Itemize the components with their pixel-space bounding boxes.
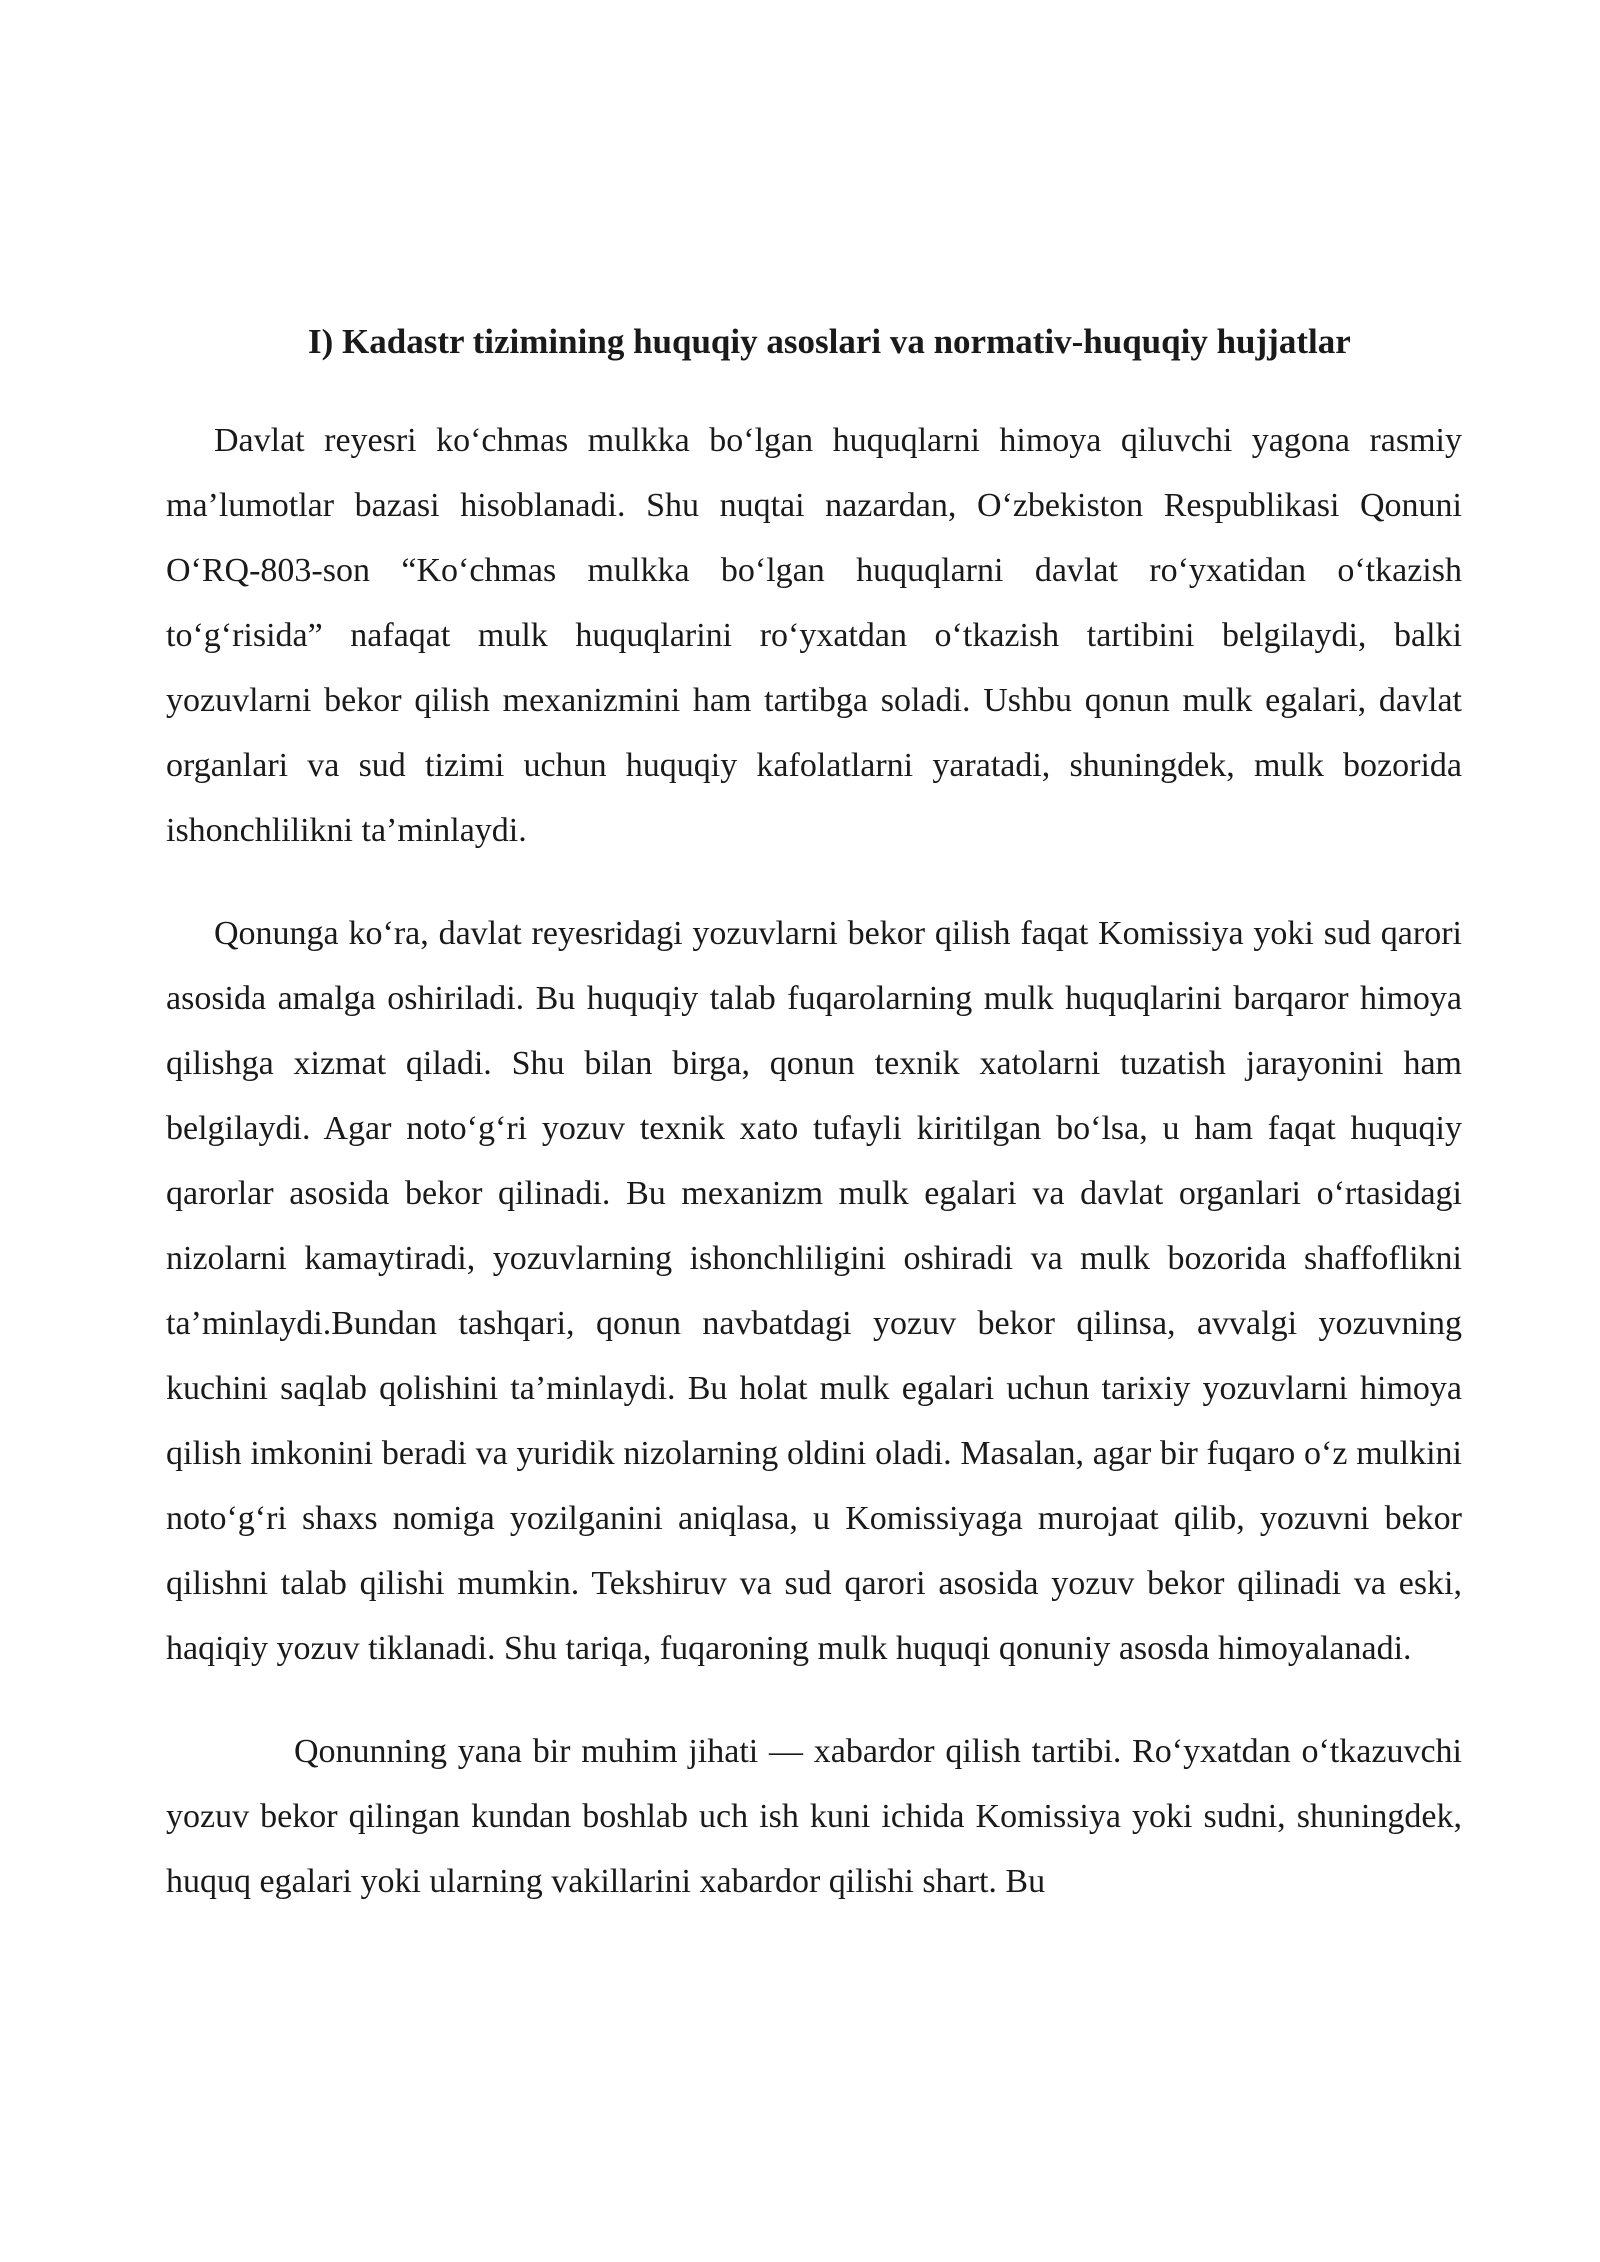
paragraph-1: Davlat reyesri ko‘chmas mulkka bo‘lgan huquqlarni himoya qiluvchi yagona rasmiy ma’lumotlar bazasi hisoblanadi. Shu nuqtai nazardan, O‘zbekiston Respublikasi Qonuni O‘RQ-803-son “Ko‘chmas mulkka bo‘lgan huquqlarni davlat ro‘yxatidan o‘tkazish to‘g‘risida” nafaqat mulk huquqlarini ro‘yxatdan o‘tkazish tartibini belgilaydi, balki yozuvlarni bekor qilish mexanizmini ham tartibga soladi. Ushbu qonun mulk egalari, davlat organlari va sud tizimi uchun huquqiy kafolatlarni yaratadi, shuningdek, mulk bozorida ishonchlilikni ta’minlaydi.	[166, 422, 1462, 849]
paragraph-3: Qonunning yana bir muhim jihati — xabardor qilish tartibi. Ro‘yxatdan o‘tkazuvchi yozuv bekor qilingan kundan boshlab uch ish kuni ichida Komissiya yoki sudni, shuningdek, huquq egalari yoki ularning vakillarini xabardor qilishi shart. Bu	[166, 1733, 1462, 1900]
document-body	[166, 318, 1462, 1914]
section-heading: I) Kadastr tizimining huquqiy asoslari va normativ-huquqiy hujjatlar	[308, 322, 1351, 361]
paragraph-2: Qonunga ko‘ra, davlat reyesridagi yozuvlarni bekor qilish faqat Komissiya yoki sud qarori asosida amalga oshiriladi. Bu huquqiy talab fuqarolarning mulk huquqlarini barqaror himoya qilishga xizmat qiladi. Shu bilan birga, qonun texnik xatolarni tuzatish jarayonini ham belgilaydi. Agar noto‘g‘ri yozuv texnik xato tufayli kiritilgan bo‘lsa, u ham faqat huquqiy qarorlar asosida bekor qilinadi. Bu mexanizm mulk egalari va davlat organlari o‘rtasidagi nizolarni kamaytiradi, yozuvlarning ishonchliligini oshiradi va mulk bozorida shaffoflikni ta’minlaydi.Bundan tashqari, qonun navbatdagi yozuv bekor qilinsa, avvalgi yozuvning kuchini saqlab qolishini ta’minlaydi. Bu holat mulk egalari uchun tarixiy yozuvlarni himoya qilish imkonini beradi va yuridik nizolarning oldini oladi. Masalan, agar bir fuqaro o‘z mulkini noto‘g‘ri shaxs nomiga yozilganini aniqlasa, u Komissiyaga murojaat qilib, yozuvni bekor qilishni talab qilishi mumkin. Tekshiruv va sud qarori asosida yozuv bekor qilinadi va eski, haqiqiy yozuv tiklanadi. Shu tariqa, fuqaroning mulk huquqi qonuniy asosda himoyalanadi.	[166, 915, 1462, 1667]
